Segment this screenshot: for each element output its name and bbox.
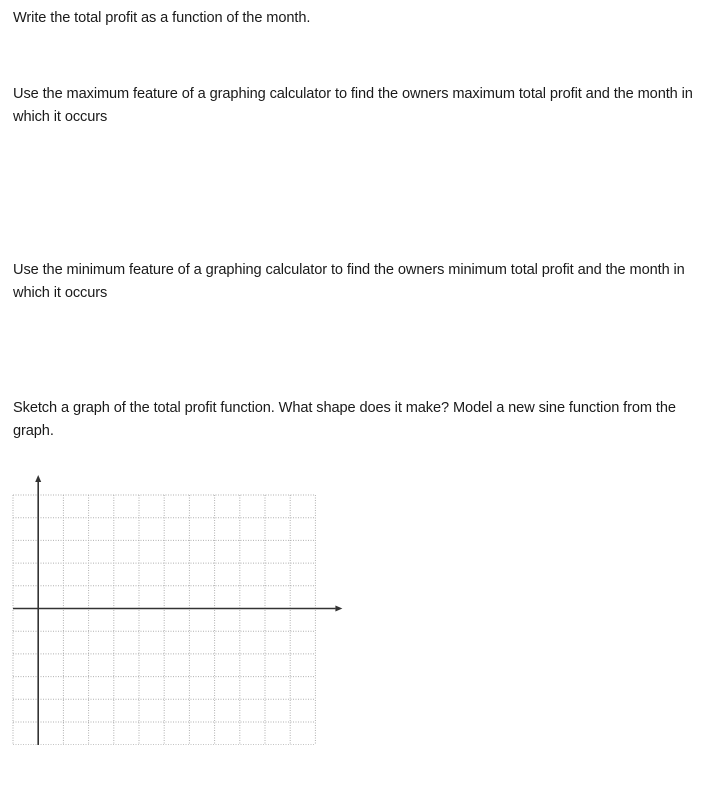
question-4: Sketch a graph of the total profit function. What shape does it make? Model a new sine function from the graph. <box>13 400 676 439</box>
grid-lines <box>13 495 315 745</box>
question-1: Write the total profit as a function of the month. <box>13 10 311 26</box>
y-axis-arrow-icon <box>35 475 41 482</box>
axes <box>13 475 342 745</box>
question-3: Use the minimum feature of a graphing calculator to find the owners minimum total profit and the month in which it occurs <box>13 262 685 301</box>
graph-grid <box>0 470 380 745</box>
x-axis-arrow-icon <box>335 606 342 612</box>
question-2: Use the maximum feature of a graphing calculator to find the owners maximum total profit and the month in which it occurs <box>13 86 693 125</box>
blank-graph <box>0 470 380 745</box>
